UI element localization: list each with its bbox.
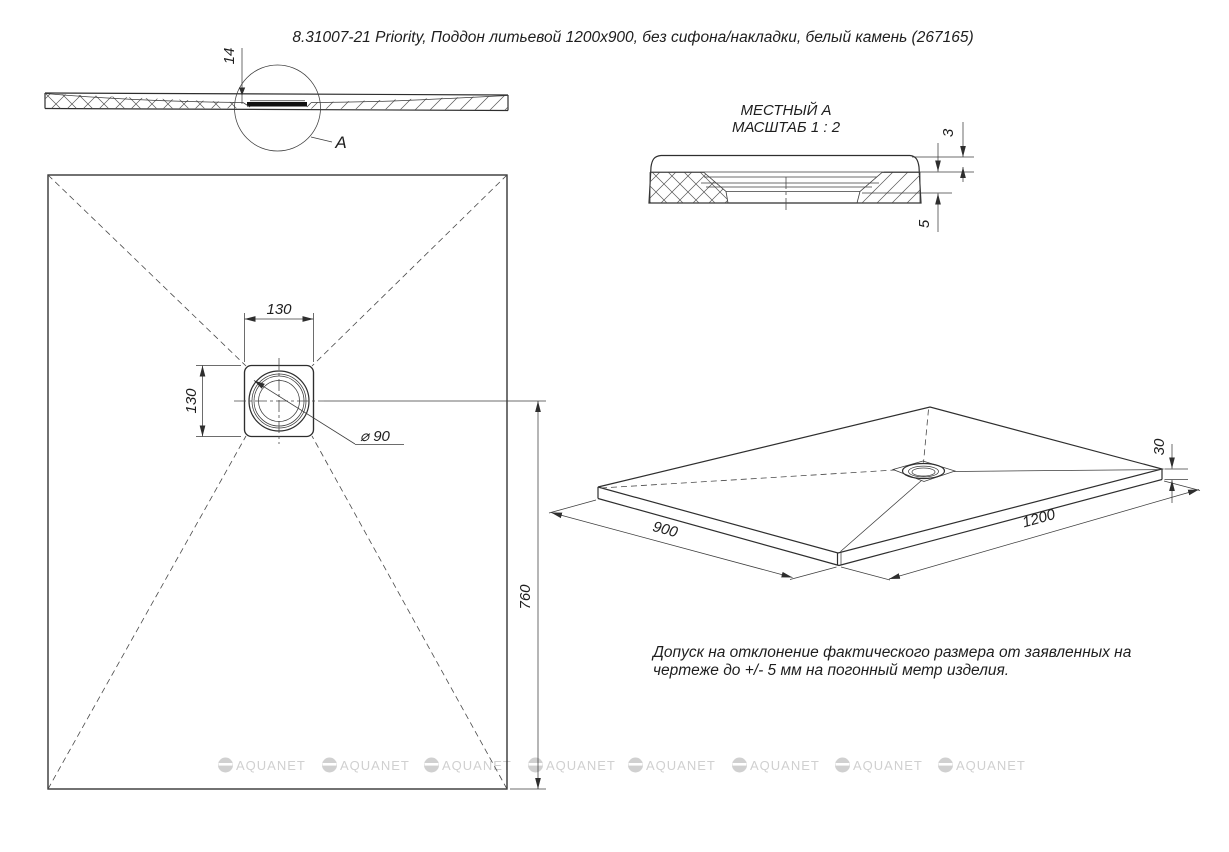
dim-d90-label: ⌀ 90	[360, 428, 390, 445]
detail-view-scale: МАСШТАБ 1 : 2	[731, 119, 841, 136]
dim-1200	[841, 481, 1200, 580]
dim-900-label: 900	[650, 518, 680, 542]
tray-top-face	[598, 407, 1162, 553]
dim-14	[221, 48, 245, 104]
drawing-title: 8.31007-21 Priority, Поддон литьевой 1200x900, без сифона/накладки, белый камень (267165)	[292, 29, 974, 46]
watermark-text: AQUANET	[646, 758, 716, 773]
tray-outline	[48, 175, 507, 789]
watermark-text: AQUANET	[442, 758, 512, 773]
dim-3-label: 3	[940, 128, 957, 138]
section-view	[45, 48, 508, 152]
detail-marker-label: A	[335, 133, 347, 152]
watermark-text: AQUANET	[340, 758, 410, 773]
watermark-text: AQUANET	[236, 758, 306, 773]
dim-760-label: 760	[517, 584, 534, 610]
tolerance-note	[651, 644, 1132, 679]
drain-cover-edge	[247, 102, 307, 107]
dim-130h-label: 130	[266, 301, 292, 318]
watermark-text: AQUANET	[750, 758, 820, 773]
detail-view-A	[649, 101, 974, 232]
dim-5-label: 5	[916, 219, 933, 229]
dim-130-vertical	[183, 366, 241, 437]
dim-30-label: 30	[1151, 438, 1168, 456]
detail-view-heading: МЕСТНЫЙ А	[740, 102, 832, 119]
dim-130v-label: 130	[183, 388, 200, 414]
watermark-text: AQUANET	[956, 758, 1026, 773]
watermark-text: AQUANET	[546, 758, 616, 773]
watermark-text: AQUANET	[853, 758, 923, 773]
tolerance-line-1: Допуск на отклонение фактического размера от заявленных на	[653, 644, 1132, 661]
dim-14-label: 14	[221, 47, 238, 65]
detail-circle-A	[235, 65, 321, 151]
tolerance-line-2: чертеже до +/- 5 мм на погонный метр изделия.	[653, 662, 1010, 679]
watermark-row	[218, 758, 1026, 774]
dim-1200-label: 1200	[1020, 505, 1058, 532]
dim-900	[549, 500, 837, 580]
dim-760	[324, 401, 546, 789]
isometric-view	[549, 407, 1200, 580]
plan-view	[48, 175, 546, 789]
dim-drain-diameter	[254, 381, 404, 446]
dim-130-horizontal	[245, 301, 314, 362]
